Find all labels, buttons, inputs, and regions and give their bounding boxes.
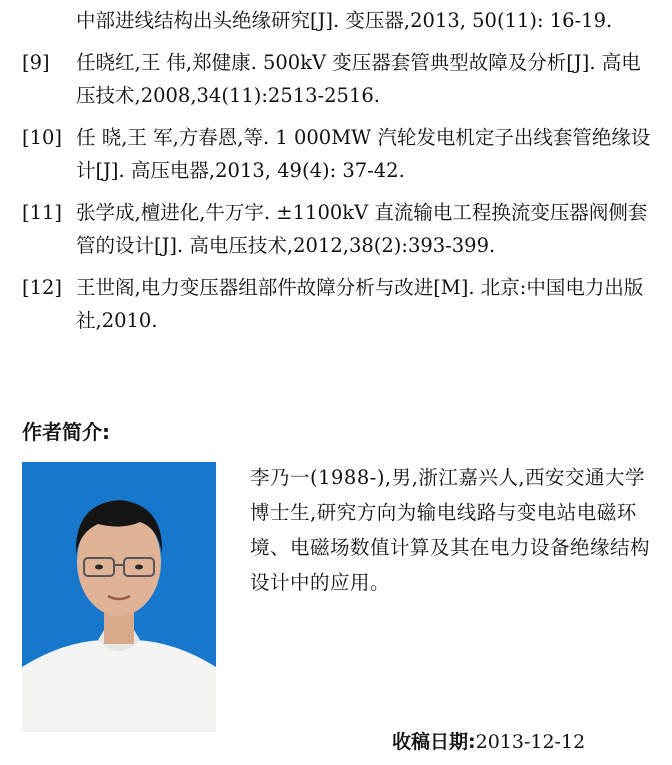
reference-item-9 <box>22 46 658 112</box>
reference-item-10 <box>22 121 658 187</box>
author-bio: 李乃一(1988-),男,浙江嘉兴人,西安交通大学博士生,研究方向为输电线路与变电站电磁环境、电磁场数值计算及其在电力设备绝缘结构设计中的应用。 <box>250 466 651 594</box>
reference-text: 任 晓,王 军,方春恩,等. 1 000MW 汽轮发电机定子出线套管绝缘设计[J]. 高压电器,2013, 49(4): 37-42. <box>76 126 651 182</box>
reference-number: [9] <box>22 51 50 74</box>
reference-number: [12] <box>22 276 63 299</box>
received-date-label: 收稿日期: <box>392 731 476 753</box>
received-date-line <box>392 728 585 756</box>
author-intro-heading: 作者简介: <box>22 420 110 444</box>
reference-item-12 <box>22 271 658 337</box>
received-date-value: 2013-12-12 <box>475 731 586 753</box>
reference-list <box>22 4 658 337</box>
reference-text: 张学成,檀进化,牛万宇. ±1100kV 直流输电工程换流变压器阀侧套管的设计[J]. 高电压技术,2012,38(2):393-399. <box>76 201 648 257</box>
reference-text: 王世阁,电力变压器组部件故障分析与改进[M]. 北京:中国电力出版社,2010. <box>76 276 644 332</box>
reference-number: [10] <box>22 126 63 149</box>
reference-8-continuation: 中部进线结构出头绝缘研究[J]. 变压器,2013, 50(11): 16-19. <box>76 9 613 32</box>
reference-number: [11] <box>22 201 63 224</box>
author-portrait-illustration <box>22 462 216 732</box>
reference-text: 任晓红,王 伟,郑健康. 500kV 变压器套管典型故障及分析[J]. 高电压技术,2008,34(11):2513-2516. <box>76 51 641 107</box>
author-photo <box>22 462 216 732</box>
reference-item-11 <box>22 196 658 262</box>
